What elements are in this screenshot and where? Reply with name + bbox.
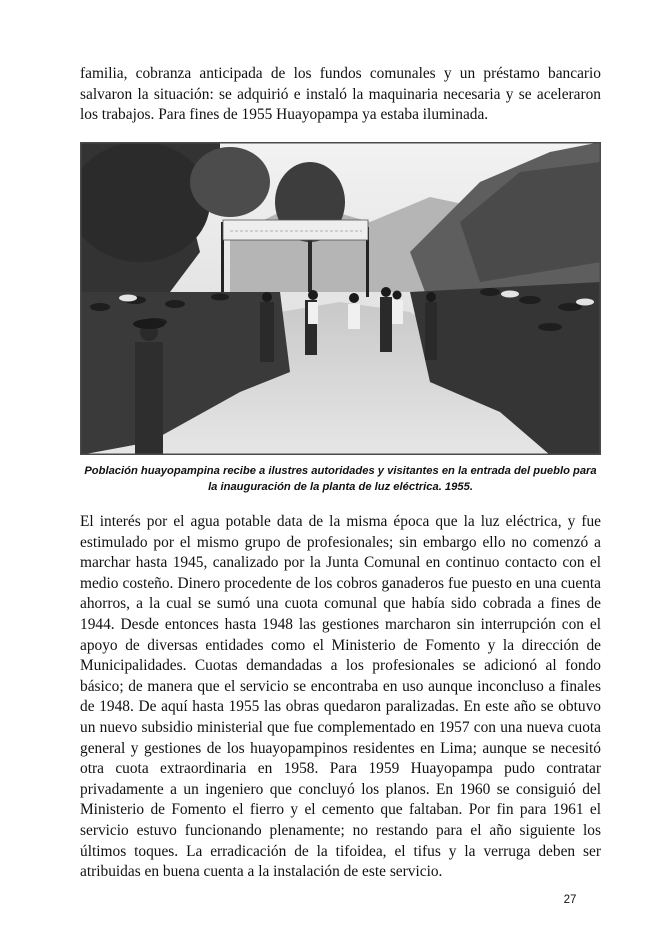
paragraph-intro: familia, cobranza anticipada de los fundos comunales y un préstamo bancario salvaron la situación: se adquirió e instaló la maquinaria necesaria y se aceleraron los trabajos. Para fines de 1955 Huayopampa ya estaba iluminada.	[80, 65, 601, 124]
historical-photo	[80, 142, 601, 455]
photo-caption: Población huayopampina recibe a ilustres autoridades y visitantes en la entrada del pueblo para la inauguración de la planta de luz eléctrica. 1955.	[84, 465, 597, 493]
page-number: 27	[563, 894, 577, 906]
paragraph-water-service: El interés por el agua potable data de la misma época que la luz eléctrica, y fue estimulado por el mismo grupo de profesionales; sin embargo ello no comenzó a marchar hasta 1945, canalizado por la Junta Comunal en continuo contacto con el medio costeño. Dinero procedente de los cobros ganaderos fue puesto en una cuenta ahorros, a la cual se sumó una cuota comunal que había sido cobrada a fines de 1944. Desde entonces hasta 1948 las gestiones marcharon sin interrupción con el apoyo de diversas entidades como el Ministerio de Fomento y la dirección de Municipalidades. Cuotas demandadas a los profesionales se adicionó al fondo básico; de manera que el servicio se encontraba en uso aunque inconcluso a finales de 1948. De aquí hasta 1955 las obras quedaron paralizadas. En este año se obtuvo un nuevo subsidio ministerial que fue complementado en 1957 con una nueva cuota general y gestiones de los huayopampinos residentes en Lima; aunque se necesitó otra cuota extraordinaria en 1958. Para 1959 Huayopampa pudo contratar privadamente a un ingeniero que concluyó los planos. En 1960 se consiguió del Ministerio de Fomento el fierro y el cemento que faltaban. Por fin para 1961 el servicio estuvo funcionando plenamente; no restando para el año siguiente los últimos toques. La erradicación de la tifoidea, el tifus y la verruga deben ser atribuidas en buena cuenta a la instalación de este servicio.	[80, 513, 601, 881]
